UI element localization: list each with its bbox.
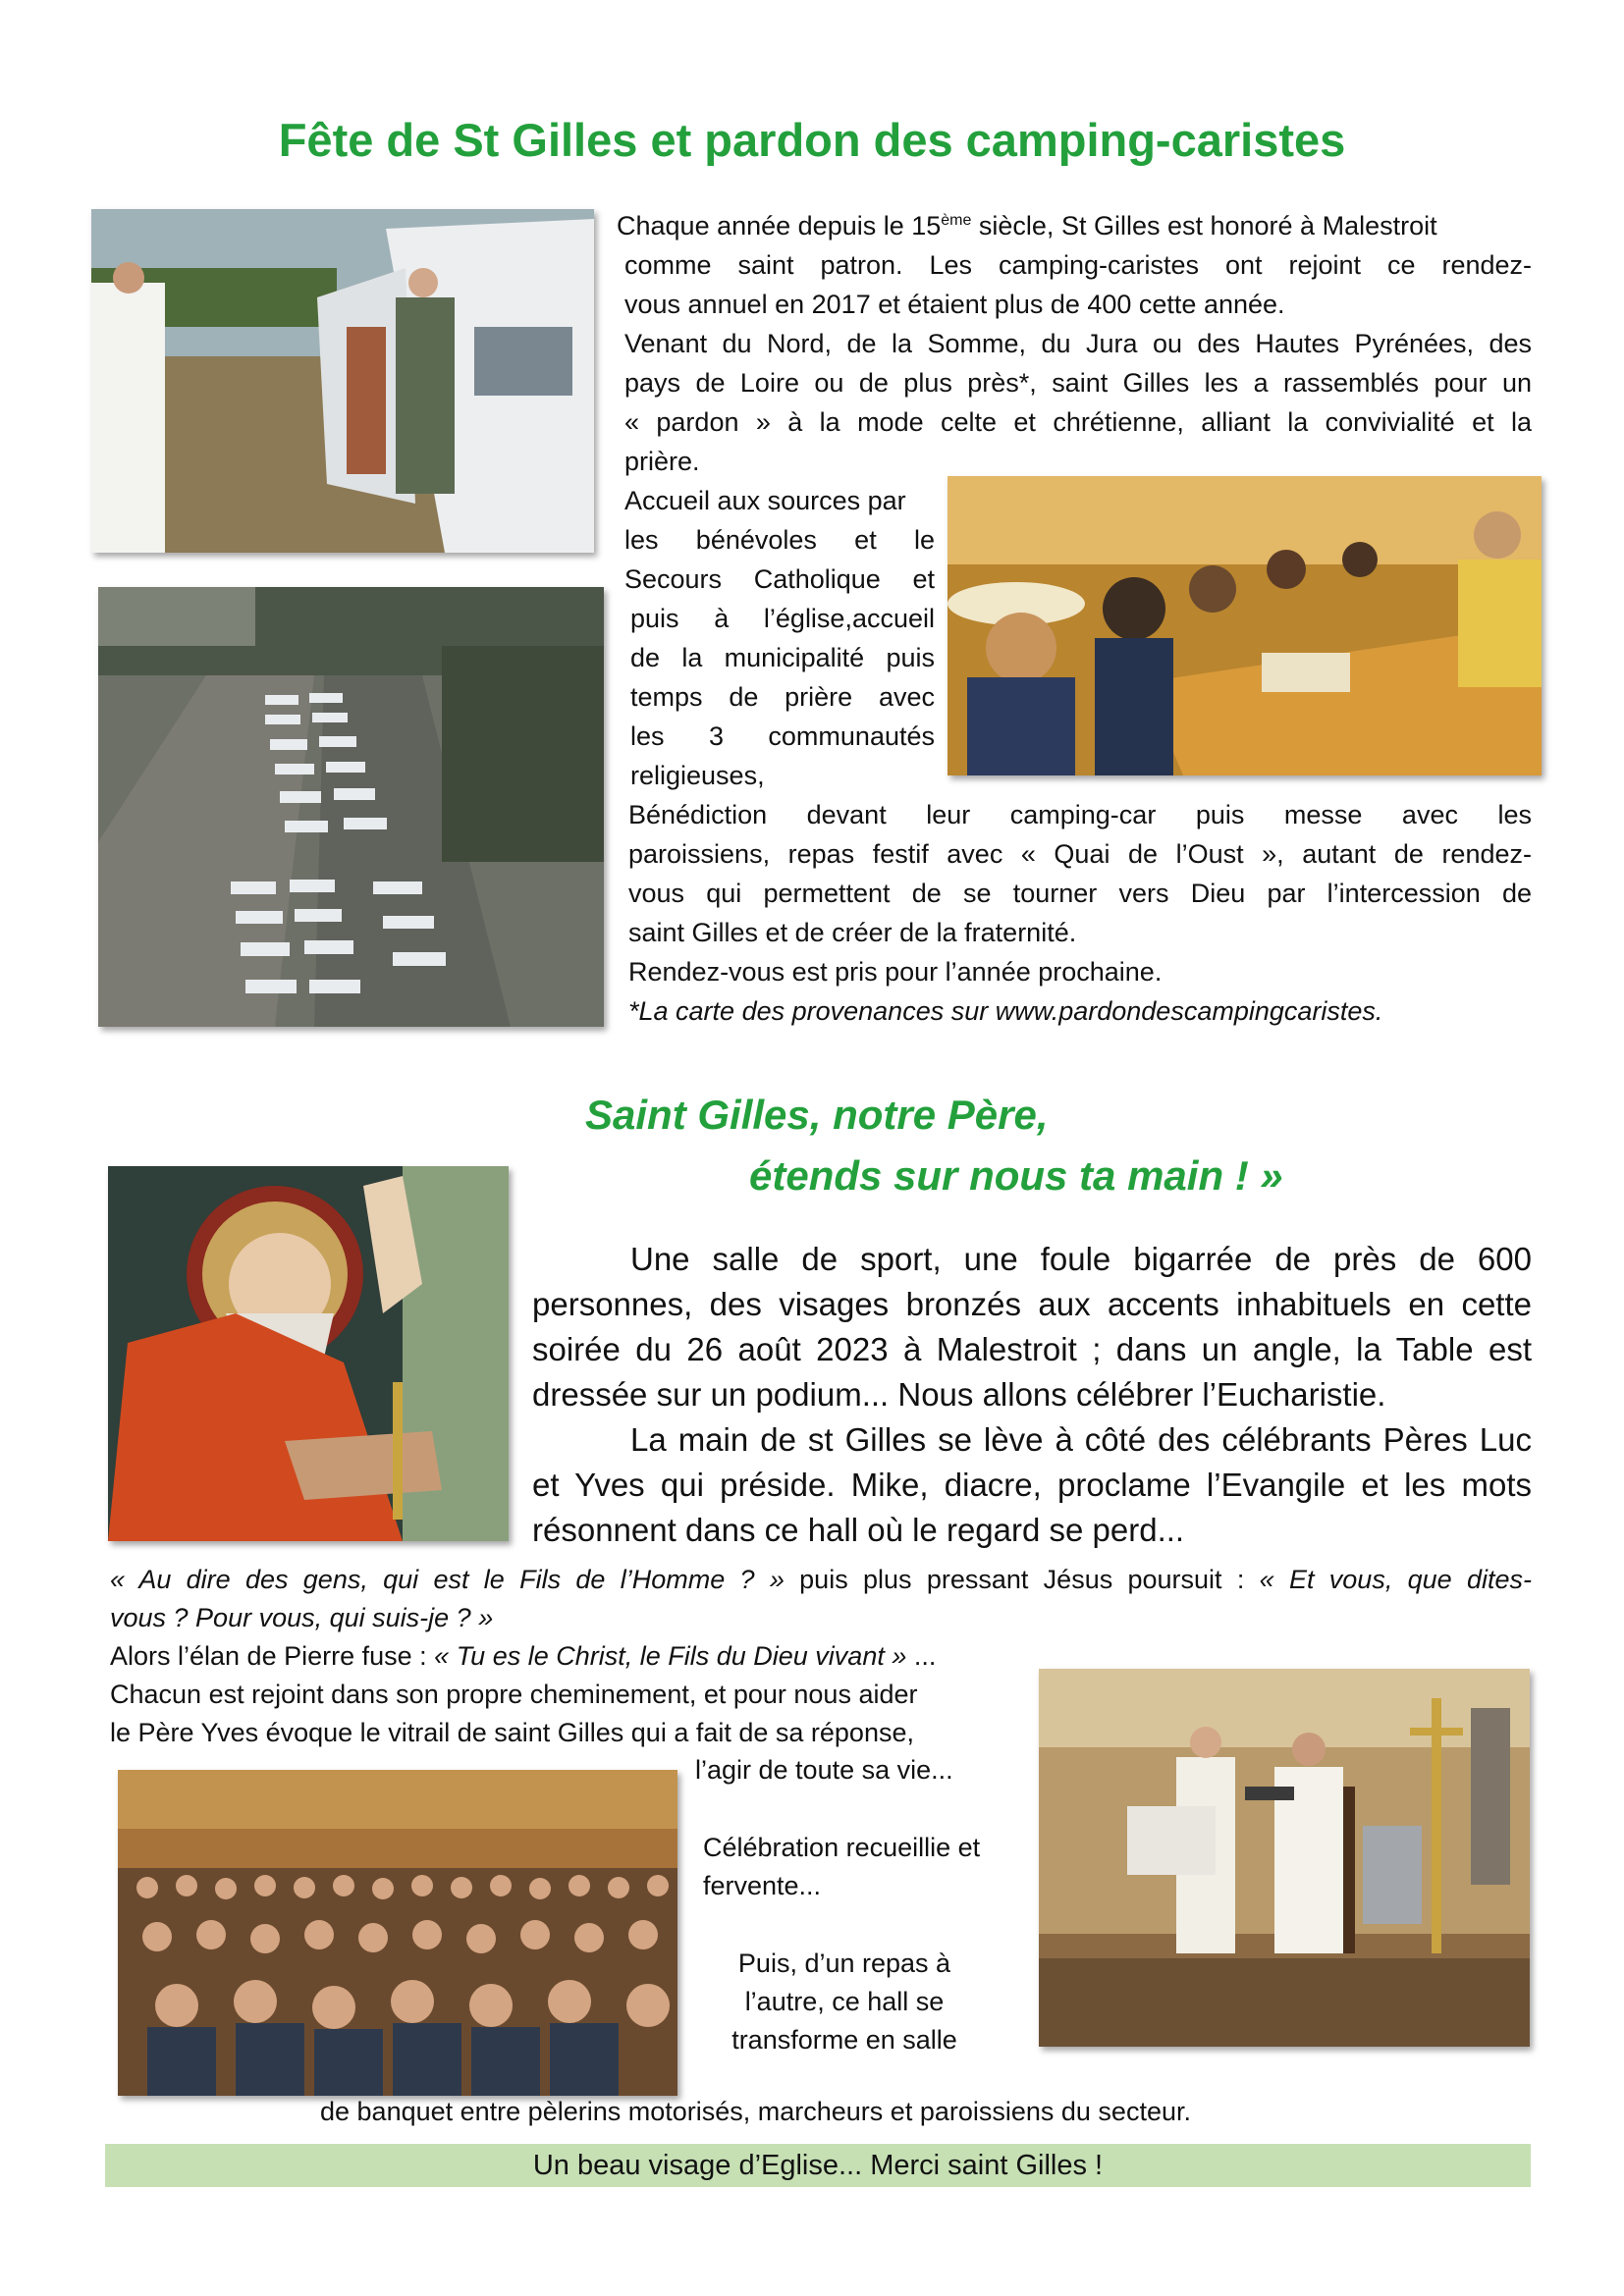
peter-text: Alors l’élan de Pierre fuse : <box>110 1641 435 1671</box>
closing-line: de banquet entre pèlerins motorisés, marcheurs et paroissiens du secteur. <box>320 2097 1191 2126</box>
footnote: *La carte des provenances sur www.pardondescampingcaristes. <box>628 996 1383 1026</box>
article2-paragraph <box>532 1237 1532 1553</box>
peter-quote: « Tu es le Christ, le Fils du Dieu vivant » <box>434 1641 907 1671</box>
narrow-line: de la municipalité puis <box>630 643 935 672</box>
para-line: La main de st Gilles se lève à côté des célébrants Pères Luc <box>630 1421 1532 1458</box>
wide-line: paroissiens, repas festif avec « Quai de l’Oust », autant de rendez- <box>628 839 1532 869</box>
middle-line: transforme en salle <box>731 2025 957 2055</box>
peter-ellipsis: ... <box>906 1641 937 1671</box>
wide-line: Rendez-vous est pris pour l’année prochaine. <box>628 957 1163 987</box>
intro-line: prière. <box>624 447 700 476</box>
photo-blessing-campers <box>91 209 594 553</box>
intro-superscript: ème <box>941 212 972 229</box>
middle-line: l’autre, ce hall se <box>744 1987 945 2016</box>
quote-question-2b: vous ? Pour vous, qui suis-je ? » <box>110 1603 494 1632</box>
middle-line: Célébration recueillie et <box>703 1833 981 1862</box>
middle-text-block <box>687 1751 1041 2059</box>
article2-subtitle-line2: étends sur nous ta main ! » <box>749 1152 1283 1199</box>
para-line: dressée sur un podium... Nous allons célébrer l’Eucharistie. <box>532 1376 1386 1413</box>
photo-crowd-hall <box>118 1770 677 2096</box>
article1-wide-column <box>628 795 1532 1031</box>
intro-text-b: siècle, St Gilles est honoré à Malestroit <box>971 211 1437 240</box>
narrow-line: les bénévoles et le <box>624 525 935 555</box>
middle-line: Puis, d’un repas à <box>737 1949 951 1978</box>
page-title: Fête de St Gilles et pardon des camping-caristes <box>278 114 1346 166</box>
photo-volunteers-welcome <box>947 476 1542 775</box>
photo-altar-celebration <box>1039 1669 1530 2047</box>
para-line: personnes, des visages bronzés aux accents inhabituels en cette <box>532 1286 1532 1322</box>
quote-question-2a: « Et vous, que dites- <box>1259 1565 1532 1594</box>
article1-intro <box>617 206 1532 481</box>
intro-line: vous annuel en 2017 et étaient plus de 400 cette année. <box>624 290 1285 319</box>
quote-question-1: « Au dire des gens, qui est le Fils de l’Homme ? » <box>110 1565 785 1594</box>
intro-line: « pardon » à la mode celte et chrétienne, alliant la convivialité et la <box>624 407 1532 437</box>
after-line: Chacun est rejoint dans son propre cheminement, et pour nous aider <box>110 1680 918 1709</box>
narrow-line: religieuses, <box>630 761 765 790</box>
para-line: soirée du 26 août 2023 à Malestroit ; dans un angle, la Table est <box>532 1331 1532 1367</box>
article1-narrow-column <box>624 481 935 795</box>
intro-line: pays de Loire ou de plus près*, saint Gilles les a rassemblés pour un <box>624 368 1532 398</box>
para-line: et Yves qui préside. Mike, diacre, proclame l’Evangile et les mots <box>532 1467 1532 1503</box>
narrow-line: les 3 communautés <box>630 721 935 751</box>
intro-line: comme saint patron. Les camping-caristes ont rejoint ce rendez- <box>624 250 1532 280</box>
quote-connector: puis plus pressant Jésus poursuit : <box>784 1565 1260 1594</box>
narrow-line: Accueil aux sources par <box>624 486 906 515</box>
wide-line: vous qui permettent de se tourner vers Dieu par l’intercession de <box>628 879 1532 908</box>
intro-line: Venant du Nord, de la Somme, du Jura ou des Hautes Pyrénées, des <box>624 329 1532 358</box>
after-line: le Père Yves évoque le vitrail de saint Gilles qui a fait de sa réponse, <box>110 1718 914 1747</box>
article2-subtitle-line1: Saint Gilles, notre Père, <box>585 1092 1049 1138</box>
narrow-line: temps de prière avec <box>630 682 935 712</box>
middle-line: l’agir de toute sa vie... <box>695 1755 953 1785</box>
wide-line: saint Gilles et de créer de la fraternité. <box>628 918 1077 947</box>
closing-banner: Un beau visage d’Eglise... Merci saint Gilles ! <box>105 2144 1531 2187</box>
middle-line: fervente... <box>703 1871 822 1900</box>
intro-first-line <box>617 206 1532 245</box>
narrow-line: Secours Catholique et <box>624 564 935 594</box>
quote-line-1 <box>110 1561 1532 1599</box>
intro-text-a: Chaque année depuis le 15 <box>617 211 942 240</box>
photo-aerial-campers <box>98 587 604 1027</box>
wide-line: Bénédiction devant leur camping-car puis messe avec les <box>628 800 1532 829</box>
narrow-line: puis à l’église,accueil <box>630 604 935 633</box>
photo-stained-glass-saint-gilles <box>108 1166 509 1541</box>
para-line: résonnent dans ce hall où le regard se perd... <box>532 1512 1185 1548</box>
para-line: Une salle de sport, une foule bigarrée de près de 600 <box>630 1241 1532 1277</box>
